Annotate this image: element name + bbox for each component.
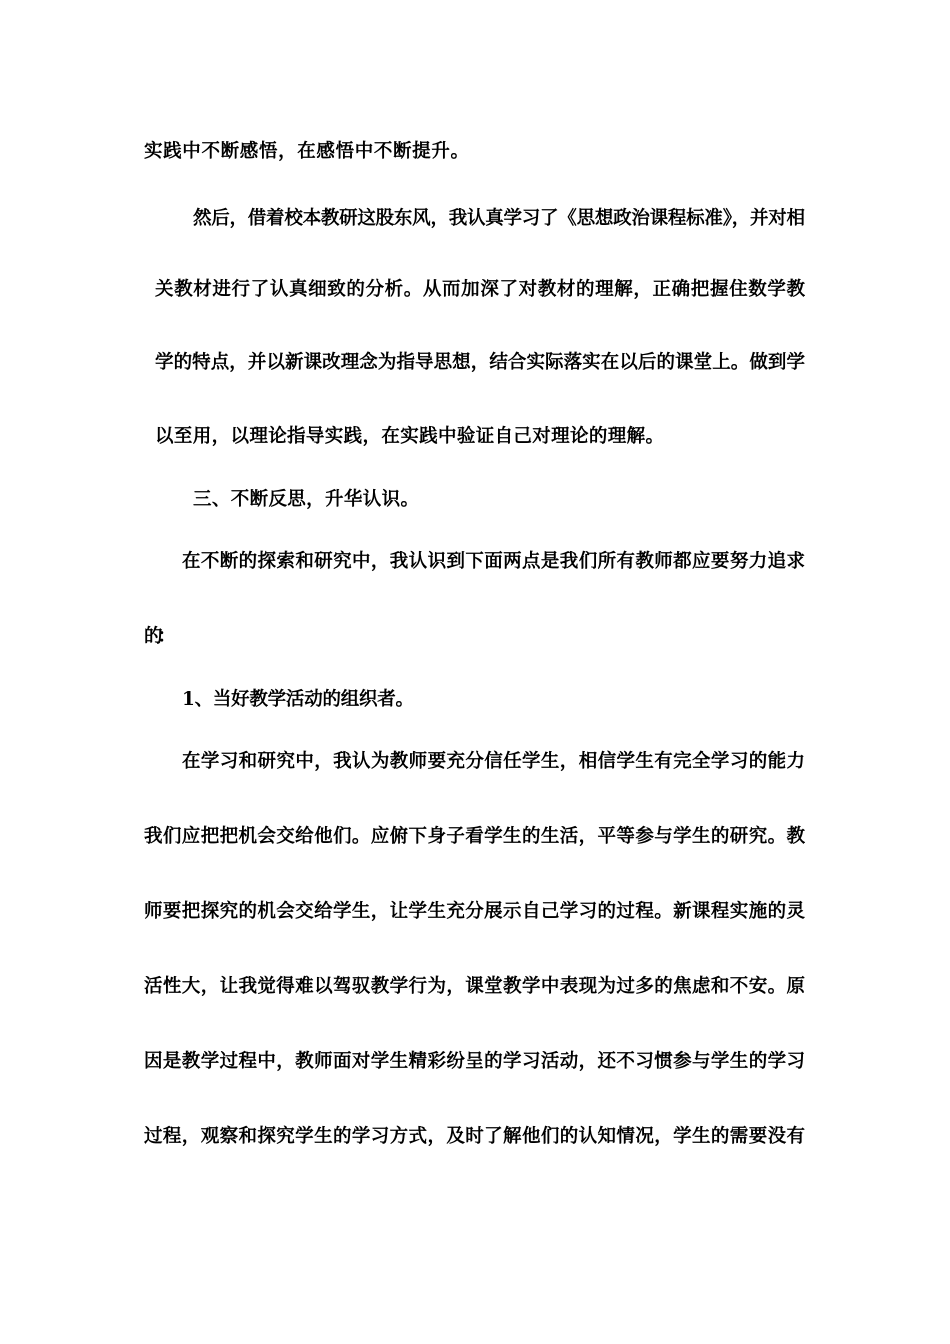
paragraph-line: 活性大，让我觉得难以驾驭教学行为，课堂教学中表现为过多的焦虑和不安。原 [144,976,806,997]
paragraph-line: 我们应把把机会交给他们。应俯下身子看学生的生活，平等参与学生的研究。教 [144,826,806,847]
paragraph-line: 关教材进行了认真细致的分析。从而加深了对教材的理解，正确把握住数学教 [155,279,806,300]
section-heading: 三、不断反思，升华认识。 [193,489,420,510]
paragraph-line: 学的特点，并以新课改理念为指导思想，结合实际落实在以后的课堂上。做到学 [155,352,806,373]
paragraph-line: 过程，观察和探究学生的学习方式，及时了解他们的认知情况，学生的需要没有 [144,1126,806,1147]
subsection-heading: 1、当好教学活动的组织者。 [182,689,414,710]
paragraph-line: 在学习和研究中，我认为教师要充分信任学生，相信学生有完全学习的能力 [182,751,806,772]
paragraph-line: 以至用，以理论指导实践，在实践中验证自己对理论的理解。 [155,426,665,447]
paragraph-line: 然后，借着校本教研这股东风，我认真学习了《思想政治课程标准》，并对相 [193,208,805,229]
paragraph-line: 师要把探究的机会交给学生，让学生充分展示自己学习的过程。新课程实施的灵 [144,901,806,922]
paragraph-line: 的： [144,626,171,647]
paragraph-line: 在不断的探索和研究中，我认识到下面两点是我们所有教师都应要努力追求 [182,551,806,572]
paragraph-line: 实践中不断感悟，在感悟中不断提升。 [144,141,470,162]
paragraph-line: 因是教学过程中，教师面对学生精彩纷呈的学习活动，还不习惯参与学生的学习 [144,1051,806,1072]
